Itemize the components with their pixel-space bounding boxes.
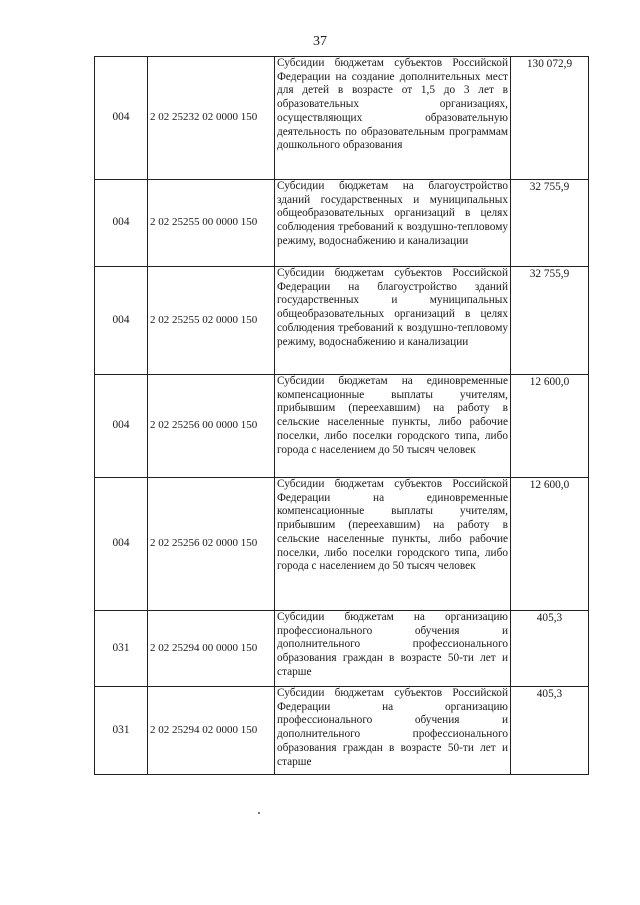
- subsidy-name-cell: Субсидии бюджетам субъектов Российской Федерации на создание дополнительных мест для детей в возрасте от 1,5 до 3 лет в образовательных организациях, осуществляющих образовательную деятельность по образовательным программам дошкольного образования: [275, 57, 511, 180]
- admin-code-cell: 004: [95, 57, 148, 180]
- table-row: [95, 375, 589, 478]
- admin-code-cell: 004: [95, 180, 148, 267]
- table-row: [95, 57, 589, 180]
- subsidy-name-cell: Субсидии бюджетам субъектов Российской Федерации на единовременные компенсационные выплаты учителям, прибывшим (переехавшим) на работу в сельские населенные пункты, либо рабочие поселки, либо поселки городского типа, либо города с населением до 50 тысяч человек: [275, 478, 511, 611]
- kbk-code-cell: 2 02 25255 00 0000 150: [148, 180, 275, 267]
- admin-code-cell: 031: [95, 611, 148, 687]
- amount-cell: 32 755,9: [511, 180, 589, 267]
- kbk-code-cell: 2 02 25294 02 0000 150: [148, 687, 275, 775]
- subsidy-name-cell: Субсидии бюджетам субъектов Российской Федерации на благоустройство зданий государственных и муниципальных общеобразовательных организаций в целях соблюдения требований к воздушно-тепловому режиму, водоснабжению и канализации: [275, 267, 511, 375]
- kbk-code-cell: 2 02 25256 02 0000 150: [148, 478, 275, 611]
- table-row: [95, 687, 589, 775]
- amount-cell: 32 755,9: [511, 267, 589, 375]
- amount-cell: 405,3: [511, 611, 589, 687]
- admin-code-cell: 031: [95, 687, 148, 775]
- table-row: [95, 478, 589, 611]
- kbk-code-cell: 2 02 25256 00 0000 150: [148, 375, 275, 478]
- kbk-code-cell: 2 02 25255 02 0000 150: [148, 267, 275, 375]
- scan-speck: [258, 812, 260, 814]
- subsidy-name-cell: Субсидии бюджетам субъектов Российской Федерации на организацию профессионального обучения и дополнительного профессионального образования граждан в возрасте 50-ти лет и старше: [275, 687, 511, 775]
- subsidy-name-cell: Субсидии бюджетам на единовременные компенсационные выплаты учителям, прибывшим (переехавшим) на работу в сельские населенные пункты, либо рабочие поселки, либо поселки городского типа, либо города с населением до 50 тысяч человек: [275, 375, 511, 478]
- table-row: [95, 267, 589, 375]
- subsidy-name-cell: Субсидии бюджетам на благоустройство зданий государственных и муниципальных общеобразовательных организаций в целях соблюдения требований к воздушно-тепловому режиму, водоснабжению и канализации: [275, 180, 511, 267]
- budget-table: [94, 56, 589, 775]
- amount-cell: 12 600,0: [511, 478, 589, 611]
- amount-cell: 405,3: [511, 687, 589, 775]
- kbk-code-cell: 2 02 25294 00 0000 150: [148, 611, 275, 687]
- amount-cell: 12 600,0: [511, 375, 589, 478]
- admin-code-cell: 004: [95, 478, 148, 611]
- amount-cell: 130 072,9: [511, 57, 589, 180]
- table-row: [95, 180, 589, 267]
- admin-code-cell: 004: [95, 375, 148, 478]
- table-row: [95, 611, 589, 687]
- admin-code-cell: 004: [95, 267, 148, 375]
- kbk-code-cell: 2 02 25232 02 0000 150: [148, 57, 275, 180]
- page-number: 37: [313, 34, 327, 49]
- subsidy-name-cell: Субсидии бюджетам на организацию профессионального обучения и дополнительного профессионального образования граждан в возрасте 50-ти лет и старше: [275, 611, 511, 687]
